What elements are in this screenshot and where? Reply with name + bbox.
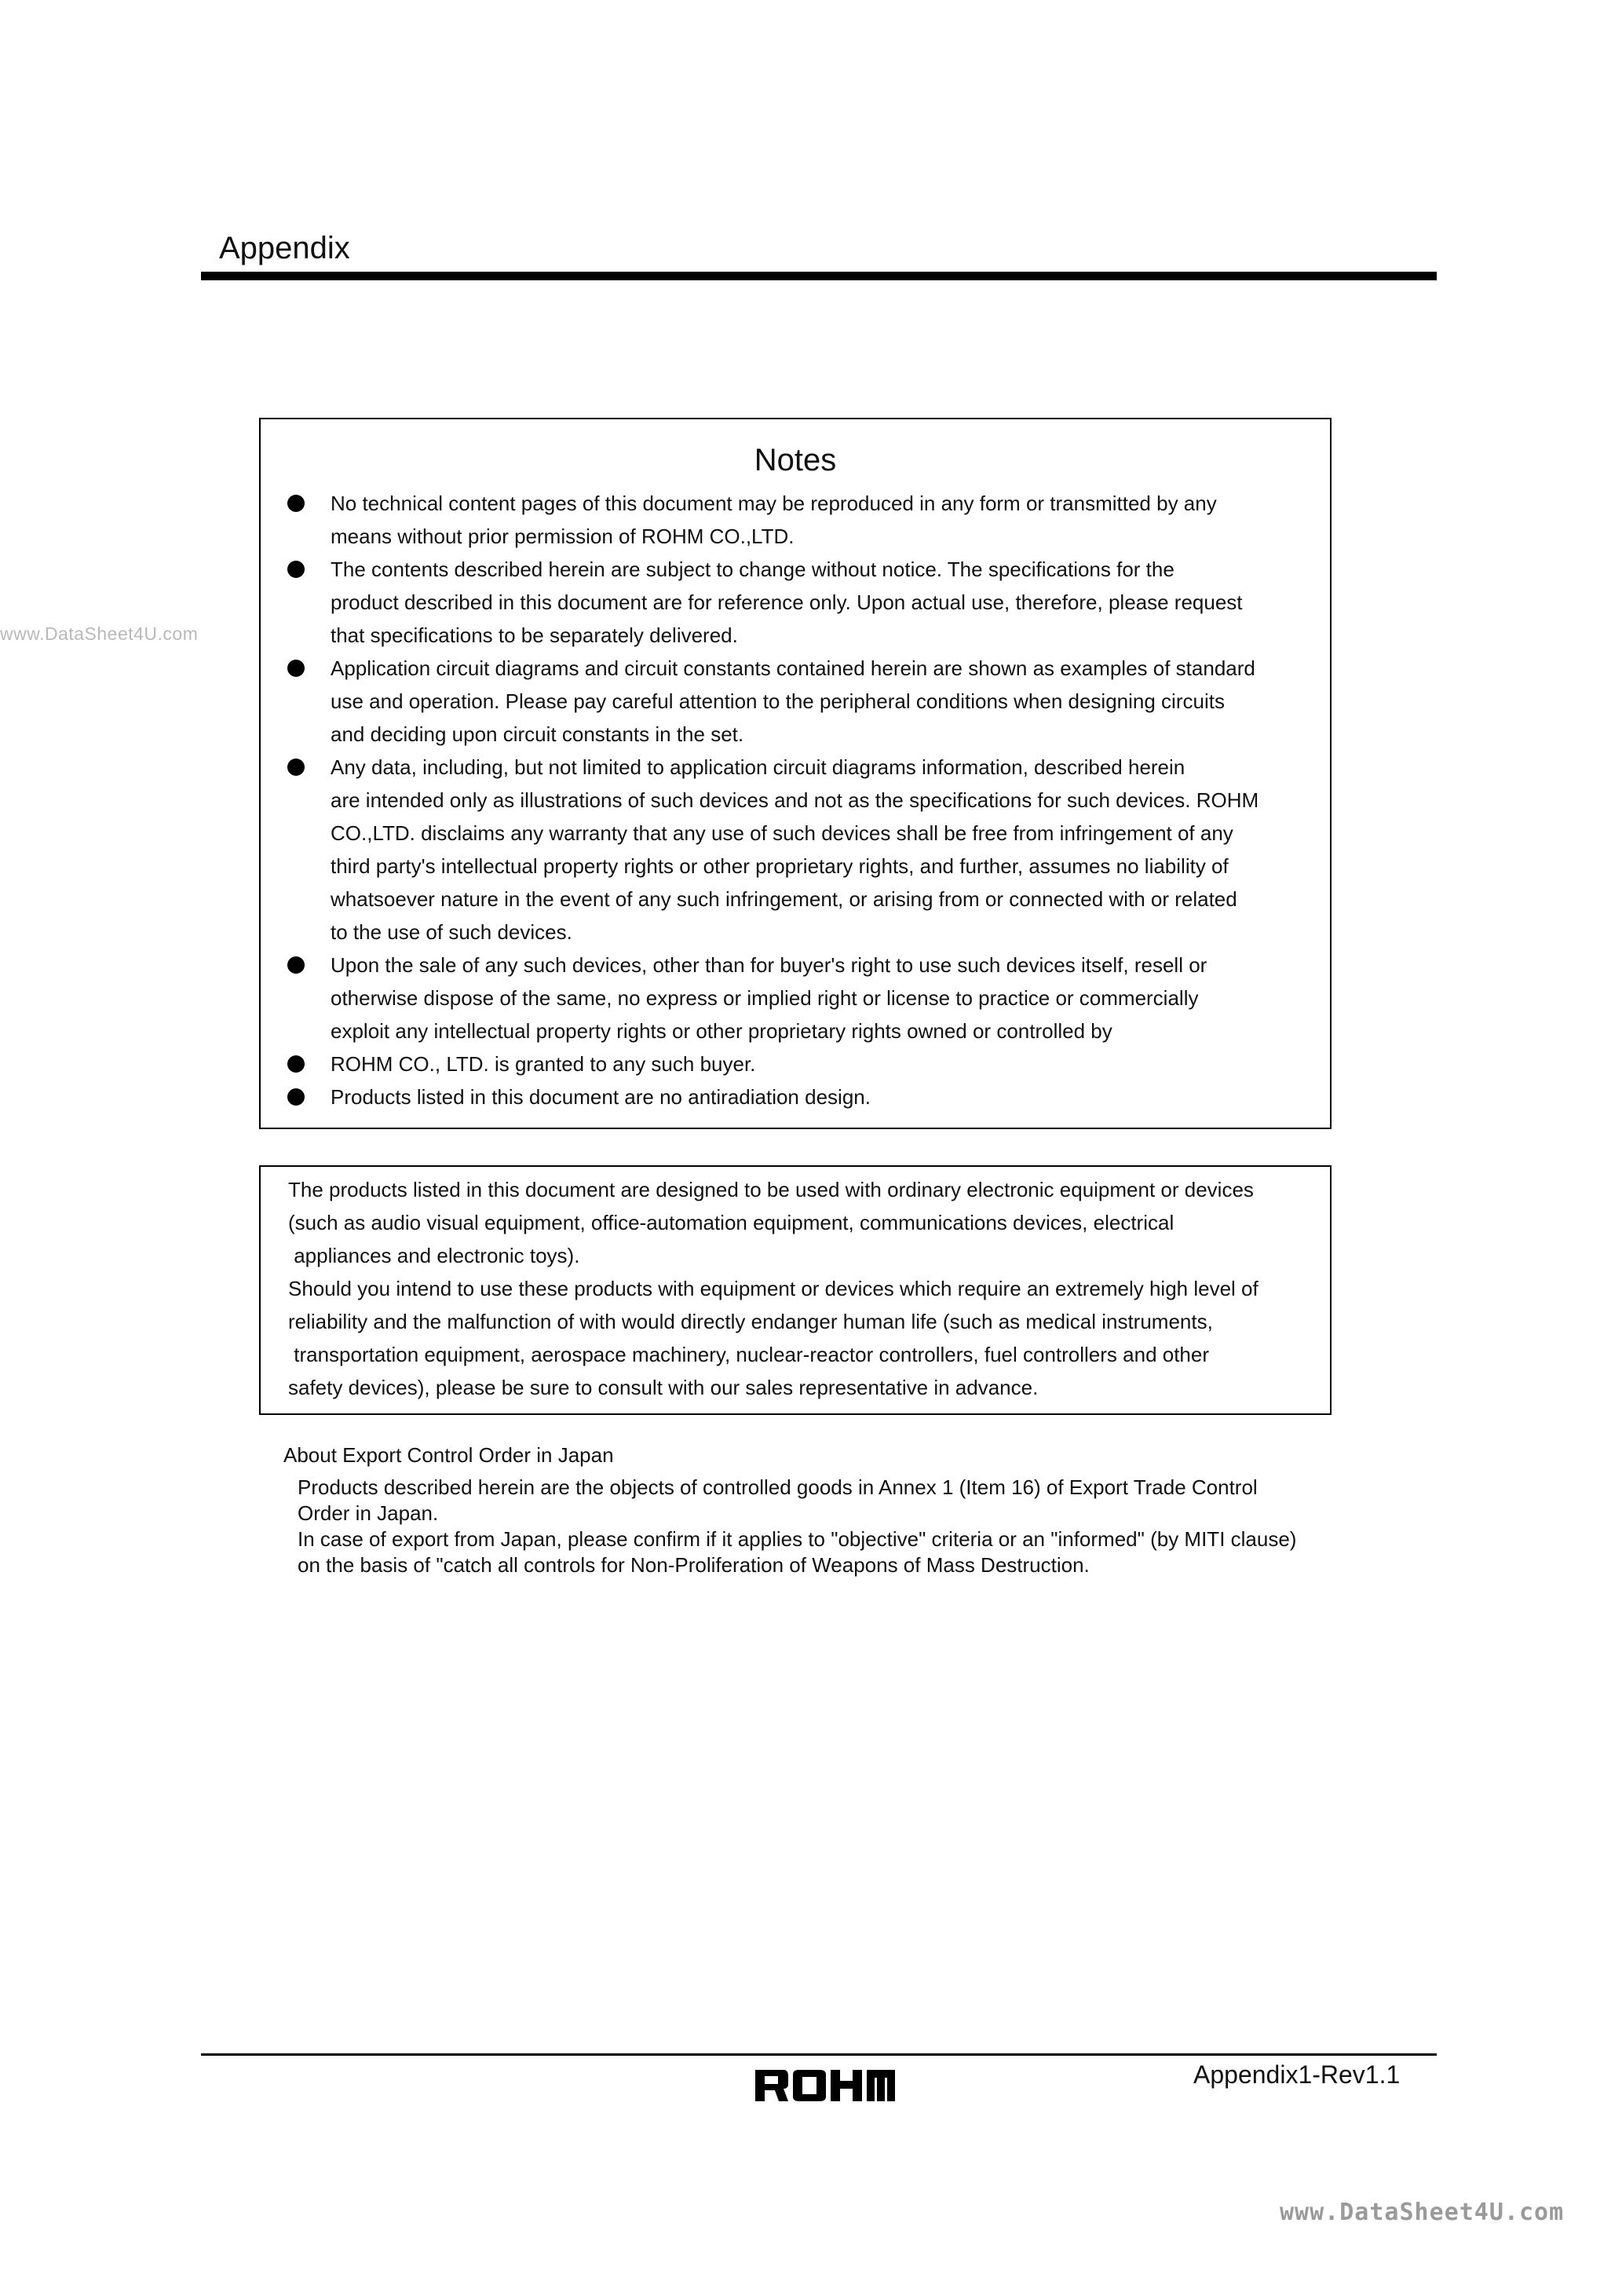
note-line: Any data, including, but not limited to application circuit diagrams information, described herein: [331, 755, 1185, 779]
usage-notice-line: Should you intend to use these products with equipment or devices which require an extremely high level of: [288, 1277, 1259, 1300]
note-item: [287, 553, 1308, 652]
bullet-icon: [287, 1055, 305, 1073]
note-line: exploit any intellectual property rights or other proprietary rights owned or controlled by: [331, 1019, 1112, 1043]
bullet-icon: [287, 561, 305, 578]
note-item: [287, 1047, 1308, 1080]
bottom-watermark: www.DataSheet4U.com: [1280, 2199, 1565, 2226]
export-control-line: Products described herein are the objects of controlled goods in Annex 1 (Item 16) of Export Trade Control: [298, 1475, 1258, 1499]
usage-notice-line: reliability and the malfunction of with would directly endanger human life (such as medical instruments,: [288, 1310, 1213, 1333]
usage-notice-line: transportation equipment, aerospace machinery, nuclear-reactor controllers, fuel controllers and other: [288, 1343, 1210, 1366]
side-watermark: www.DataSheet4U.com: [0, 623, 199, 644]
usage-notice-text: [288, 1173, 1324, 1404]
bullet-icon: [287, 495, 305, 512]
usage-notice-line: The products listed in this document are designed to be used with ordinary electronic equipment or devices: [288, 1178, 1254, 1201]
note-item: [287, 652, 1308, 751]
note-line: product described in this document are for reference only. Upon actual use, therefore, please request: [331, 590, 1243, 614]
export-control-line: on the basis of "catch all controls for Non-Proliferation of Weapons of Mass Destruction.: [298, 1553, 1090, 1577]
bullet-icon: [287, 956, 305, 974]
note-item: [287, 1080, 1308, 1113]
note-line: to the use of such devices.: [331, 920, 572, 944]
note-line: third party's intellectual property rights or other proprietary rights, and further, assumes no liability of: [331, 854, 1229, 878]
note-line: Upon the sale of any such devices, other than for buyer's right to use such devices itself, resell or: [331, 953, 1207, 977]
usage-notice-line: appliances and electronic toys).: [288, 1244, 580, 1267]
note-item: [287, 949, 1308, 1047]
bullet-icon: [287, 759, 305, 776]
note-line: are intended only as illustrations of such devices and not as the specifications for such devices. ROHM: [331, 788, 1259, 812]
note-line: No technical content pages of this document may be reproduced in any form or transmitted by any: [331, 492, 1217, 515]
note-line: ROHM CO., LTD. is granted to any such buyer.: [331, 1052, 756, 1076]
page-reference: Appendix1-Rev1.1: [1193, 2060, 1401, 2089]
note-line: and deciding upon circuit constants in the set.: [331, 722, 744, 746]
bullet-icon: [287, 1088, 305, 1106]
usage-notice-line: safety devices), please be sure to consult with our sales representative in advance.: [288, 1376, 1039, 1399]
note-line: The contents described herein are subject to change without notice. The specifications for the: [331, 558, 1174, 581]
notes-title: Notes: [754, 443, 837, 477]
rohm-logo: [754, 2067, 897, 2104]
note-line: whatsoever nature in the event of any such infringement, or arising from or connected with or related: [331, 887, 1237, 911]
note-line: CO.,LTD. disclaims any warranty that any use of such devices shall be free from infringement of any: [331, 821, 1233, 845]
note-line: otherwise dispose of the same, no express or implied right or license to practice or commercially: [331, 986, 1199, 1010]
bullet-icon: [287, 660, 305, 677]
usage-notice-line: (such as audio visual equipment, office-automation equipment, communications devices, electrical: [288, 1211, 1174, 1234]
note-line: Products listed in this document are no antiradiation design.: [331, 1085, 871, 1109]
header-rule: [201, 272, 1437, 280]
note-line: that specifications to be separately delivered.: [331, 623, 738, 647]
note-item: [287, 751, 1308, 949]
export-control-line: Order in Japan.: [298, 1501, 439, 1525]
export-control-heading: About Export Control Order in Japan: [283, 1443, 614, 1467]
note-item: [287, 487, 1308, 553]
note-line: use and operation. Please pay careful attention to the peripheral conditions when designing circuits: [331, 689, 1225, 713]
notes-list: [287, 487, 1308, 1113]
page-title: Appendix: [219, 231, 350, 265]
export-control-text: [298, 1475, 1412, 1578]
note-line: means without prior permission of ROHM CO.,LTD.: [331, 525, 795, 548]
footer-rule: [201, 2053, 1437, 2056]
export-control-line: In case of export from Japan, please confirm if it applies to "objective" criteria or an "informed" (by MITI clause): [298, 1527, 1297, 1551]
note-line: Application circuit diagrams and circuit constants contained herein are shown as examples of standard: [331, 656, 1255, 680]
